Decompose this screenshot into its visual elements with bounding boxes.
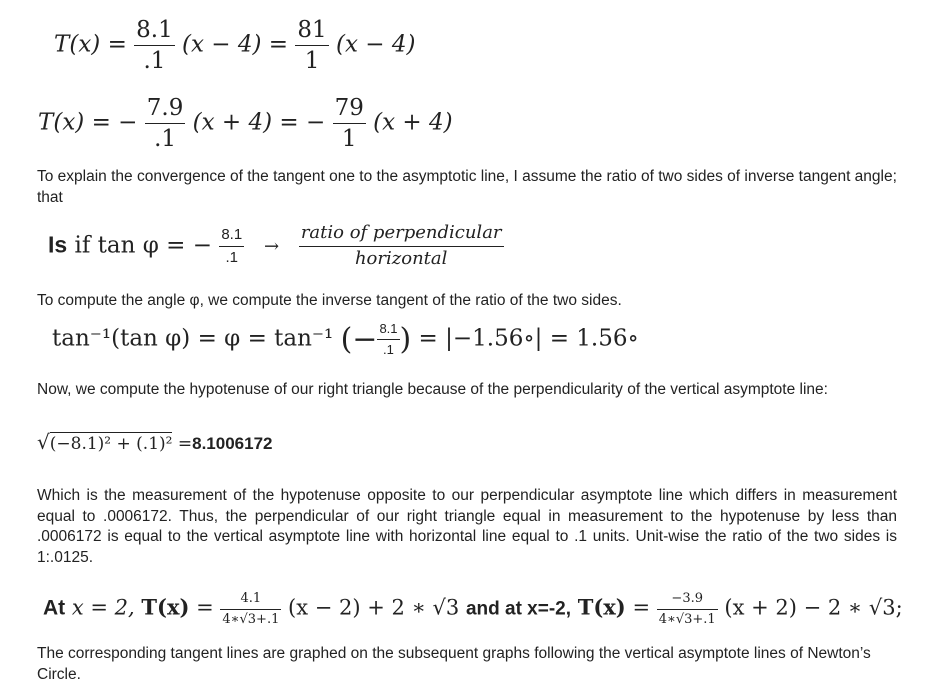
tan-fraction: $\frac{8.1}{.1}$ xyxy=(379,321,398,357)
equation-tangent-1 xyxy=(54,18,415,73)
sqrt-expression: (−8.1)² + (.1)² xyxy=(49,434,173,454)
t-label-1: T(x) xyxy=(141,594,190,620)
equation-tangent-lines xyxy=(43,592,903,626)
tan-lhs: tan⁻¹(tan φ) = φ = tan⁻¹ xyxy=(52,325,334,352)
t-label-2: T(x) xyxy=(577,594,626,620)
eq2-end: (x + 4) xyxy=(373,109,453,136)
eq1-fraction-1: $\frac{8.1}{.1}$ xyxy=(136,17,173,75)
paragraph-compute-angle: To compute the angle φ, we compute the inverse tangent of the ratio of the two sides. xyxy=(37,292,622,309)
eq2-fraction-1: $\frac{7.9}{.1}$ xyxy=(146,95,184,153)
is-label: Is xyxy=(48,231,68,258)
eq2-fraction-2: $\frac{79}{1}$ xyxy=(334,95,364,153)
at-x1: x = 2, xyxy=(71,595,135,620)
eq1-middle: (x − 4) = xyxy=(182,31,289,58)
ratio-fraction: $\frac{8.1}{.1}$ xyxy=(221,226,243,266)
at-fraction-2: $\frac{-3.9}{4∗√3+.1}$ xyxy=(658,591,716,627)
at-label: At xyxy=(43,596,66,620)
eq1-end: (x − 4) xyxy=(335,31,416,58)
at-expression-2: (x + 2) − 2 ∗ √3; xyxy=(724,595,903,620)
eq2-lhs: T(x) = − xyxy=(38,109,138,136)
equation-tangent-2 xyxy=(38,96,453,151)
equation-inverse-tangent xyxy=(52,322,639,357)
arrow-icon: → xyxy=(263,236,280,258)
equals-2: = xyxy=(632,595,651,620)
eq2-middle: (x + 4) = − xyxy=(192,109,326,136)
sqrt-icon: √ xyxy=(37,430,50,454)
sqrt-equals: = xyxy=(177,434,193,454)
paragraph-convergence: To explain the convergence of the tangent one to the asymptotic line, I assume the ratio of two sides of inverse tangent angle; that xyxy=(37,168,897,206)
tan-result: = |−1.56∘| = 1.56∘ xyxy=(418,325,639,352)
hypotenuse-value: 8.1006172 xyxy=(192,434,273,453)
paragraph-measurement: Which is the measurement of the hypotenuse opposite to our perpendicular asymptote line which differs in measurement equal to .0006172. Thus, the perpendicular of our right triangle equal in measurement to the hypotenuse by less than .0006172 is equal to the vertical asymptote line with horizontal line equal to .1 units. Unit-wise the ratio of the two sides is 1:.0125. xyxy=(37,487,897,566)
at-fraction-1: $\frac{4.1}{4∗√3+.1}$ xyxy=(222,591,280,627)
eq1-fraction-2: $\frac{81}{1}$ xyxy=(297,17,327,75)
paragraph-graphs: The corresponding tangent lines are graphed on the subsequent graphs following the vertical asymptote lines of Newton’s Circle. xyxy=(37,645,871,683)
if-tan-label: if tan φ = − xyxy=(74,232,213,259)
equals-1: = xyxy=(196,595,214,620)
tan-left-paren: (− xyxy=(340,322,378,357)
tan-right-paren: ) xyxy=(399,322,412,357)
eq1-lhs: T(x) = xyxy=(54,31,127,58)
at-expression-1: (x − 2) + 2 ∗ √3 xyxy=(288,595,460,620)
and-at-label: and at x=-2, xyxy=(465,598,572,620)
equation-hypotenuse xyxy=(37,430,273,454)
ratio-words-fraction: $\frac{\text{ratio of perpendicular}}{\text{horizontal}}$ xyxy=(300,222,502,269)
equation-ratio xyxy=(48,224,504,269)
paragraph-hypotenuse: Now, we compute the hypotenuse of our right triangle because of the perpendicularity of the vertical asymptote line: xyxy=(37,381,828,398)
